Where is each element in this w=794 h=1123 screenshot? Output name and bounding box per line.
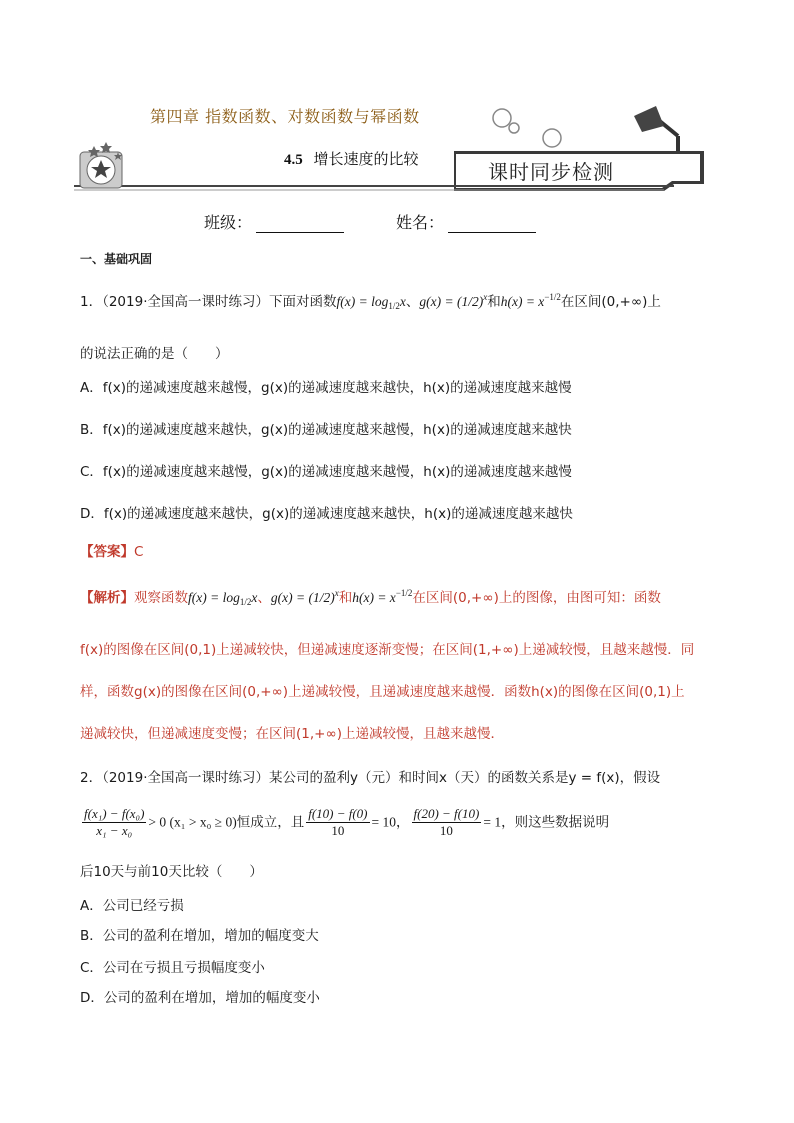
q1-f-expr: f(x) = log (336, 294, 389, 309)
analysis-f-arg: x (251, 590, 258, 605)
q2-frac2 (306, 806, 369, 839)
name-blank[interactable] (448, 216, 536, 233)
q1-analysis-line3: 样，函数g(x)的图像在区间(0,+∞)上递减较慢，且递减速度越来越慢．函数h(x)的图像在区间(0,1)上 (80, 684, 685, 700)
section-heading (284, 148, 419, 169)
analysis-g-exp: x (334, 588, 339, 598)
q2-option-a[interactable]: A．公司已经亏损 (80, 898, 184, 914)
analysis-h-exp: −1/2 (395, 588, 413, 598)
chapter-title: 第四章 指数函数、对数函数与幂函数 (150, 107, 420, 126)
analysis-sep: 、 (257, 590, 271, 606)
class-field (204, 210, 344, 233)
q2-frac3-num: f(20) − f(10) (413, 806, 480, 821)
q1-option-b[interactable]: B．f(x)的递减速度越来越快，g(x)的递减速度越来越慢，h(x)的递减速度越来越快 (80, 422, 572, 438)
q2-condition (80, 806, 609, 839)
q1-analysis-line1 (80, 586, 661, 607)
q1-analysis-line4: 递减较快，但递减速度变慢；在区间(1,+∞)上递减较慢，且越来越慢． (80, 726, 504, 742)
section-title: 增长速度的比较 (313, 150, 419, 168)
answer-label: 【答案】 (80, 544, 134, 560)
q1-h-exp: −1/2 (544, 292, 561, 302)
q1-f-base: 1/2 (388, 301, 400, 311)
q2-frac1 (82, 806, 146, 839)
banner-text: 课时同步检测 (488, 160, 614, 184)
q1-analysis-line2: f(x)的图像在区间(0,1)上递减较快，但递减速度逐渐变慢；在区间(1,+∞)上递减较慢，且越来越慢．同 (80, 642, 695, 658)
name-field (396, 210, 536, 233)
q1-prefix: 1．（2019·全国高一课时练习）下面对函数 (80, 294, 337, 310)
class-label: 班级： (204, 213, 253, 232)
q2-frac2-den: 10 (331, 823, 345, 838)
q2-eq3: = 1，则这些数据说明 (483, 814, 610, 830)
analysis-and: 和 (338, 590, 353, 606)
analysis-l1a: 观察函数 (134, 590, 188, 606)
section-number: 4.5 (284, 152, 303, 168)
q2-option-b[interactable]: B．公司的盈利在增加，增加的幅度变大 (80, 928, 319, 944)
q2-frac3-den: 10 (439, 823, 453, 838)
q2-eq2: = 10， (371, 814, 410, 830)
q2-frac2-num: f(10) − f(0) (308, 806, 368, 821)
q2-option-c[interactable]: C．公司在亏损且亏损幅度变小 (80, 960, 265, 976)
q2-frac3 (412, 806, 482, 839)
q1-interval: 在区间(0,+∞)上 (560, 294, 661, 310)
q1-answer (80, 540, 143, 560)
q1-g-exp: x (483, 292, 488, 302)
q1-h-expr: h(x) = x (500, 294, 545, 309)
q2-stem-3: 后10天与前10天比较（ ） (80, 864, 263, 880)
q1-sep: 、 (405, 294, 420, 310)
q1-and: 和 (487, 294, 501, 310)
analysis-l1b: 在区间(0,+∞)上的图像，由图可知：函数 (412, 590, 661, 606)
class-blank[interactable] (256, 216, 344, 233)
q1-g-expr: g(x) = (1/2) (419, 294, 484, 309)
q1-f-arg: x (399, 294, 406, 309)
q2-stem: 2．（2019·全国高一课时练习）某公司的盈利y（元）和时间x（天）的函数关系是y = f(x)，假设 (80, 770, 661, 786)
section-label: 一、基础巩固 (80, 252, 153, 266)
q1-option-c[interactable]: C．f(x)的递减速度越来越慢，g(x)的递减速度越来越慢，h(x)的递减速度越来越慢 (80, 464, 572, 480)
analysis-g: g(x) = (1/2) (270, 590, 335, 605)
q2-frac1-num: f(x₁) − f(x₀) (84, 806, 145, 821)
q2-option-d[interactable]: D．公司的盈利在增加，增加的幅度变小 (80, 990, 320, 1006)
analysis-label: 【解析】 (80, 590, 134, 606)
q1-stem (80, 290, 661, 311)
q1-option-d[interactable]: D．f(x)的递减速度越来越快，g(x)的递减速度越来越快，h(x)的递减速度越来越快 (80, 506, 573, 522)
analysis-f-base: 1/2 (239, 597, 252, 607)
analysis-f: f(x) = log (188, 590, 240, 605)
name-label: 姓名： (396, 213, 445, 232)
analysis-h: h(x) = x (352, 590, 396, 605)
answer-value: C (134, 544, 144, 560)
q1-stem-2: 的说法正确的是（ ） (80, 346, 229, 362)
q1-option-a[interactable]: A．f(x)的递减速度越来越慢，g(x)的递减速度越来越快，h(x)的递减速度越来越慢 (80, 380, 572, 396)
q2-cond: > 0 (x₁ > x₀ ≥ 0)恒成立，且 (148, 814, 305, 830)
q2-frac1-den: x₁ − x₀ (96, 823, 133, 838)
